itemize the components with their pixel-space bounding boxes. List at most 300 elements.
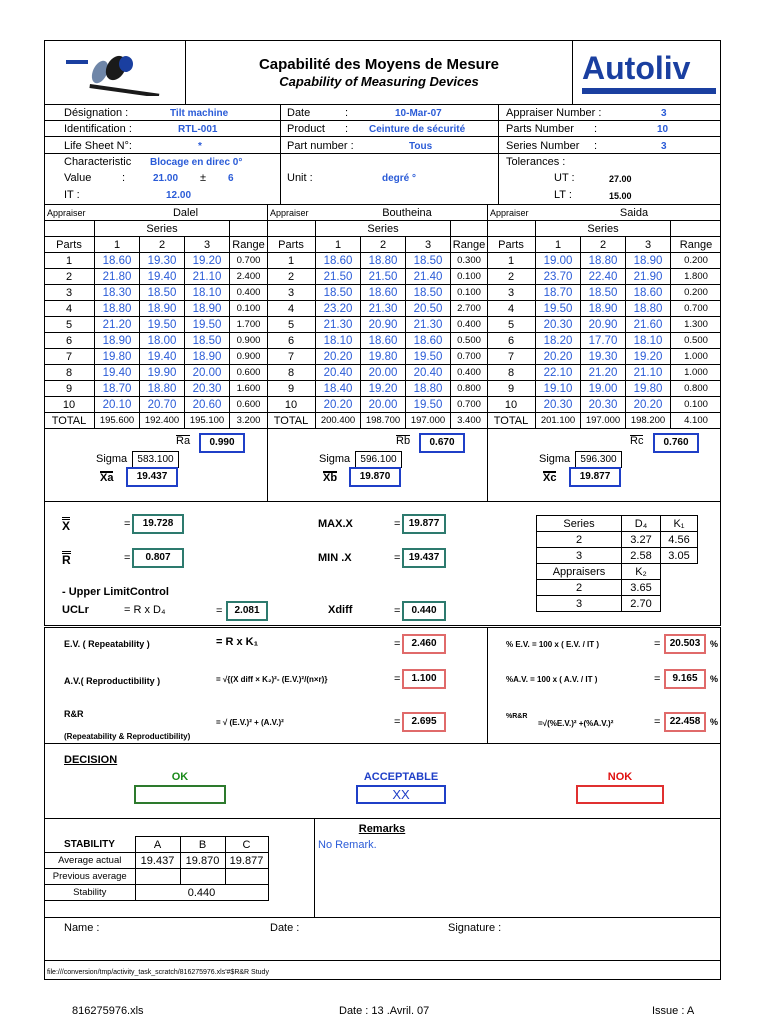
stability-col-b: B	[180, 837, 225, 853]
measurement-cell[interactable]: 18.10	[185, 285, 230, 301]
measurement-cell[interactable]: 18.70	[95, 381, 140, 397]
table-row	[487, 269, 721, 285]
measurement-cell[interactable]: 18.60	[626, 285, 671, 301]
range-cell: 0.400	[451, 317, 488, 333]
measurement-cell[interactable]: 20.90	[581, 317, 626, 333]
measurement-cell[interactable]: 18.80	[626, 301, 671, 317]
plus-minus: ±	[200, 172, 207, 184]
total-label: TOTAL	[267, 413, 316, 429]
xdiff-label: Xdiff	[328, 604, 353, 616]
appraiser-label: Appraiser	[270, 208, 309, 218]
rr-value: 2.695	[402, 712, 446, 732]
part-number: 10	[487, 397, 536, 413]
table-row	[487, 253, 721, 269]
remarks-title: Remarks	[358, 823, 406, 835]
date-colon: :	[345, 107, 349, 119]
brand-underline	[582, 88, 716, 94]
measurement-cell[interactable]: 19.40	[95, 365, 140, 381]
nok-checkbox[interactable]	[576, 785, 664, 804]
measurement-cell[interactable]: 20.40	[316, 365, 361, 381]
total-cell: 198.200	[626, 413, 671, 429]
pev-pct: %	[710, 639, 719, 649]
range-cell: 1.600	[230, 381, 268, 397]
series-header: Series	[95, 221, 230, 237]
uclr-value: 2.081	[226, 601, 268, 621]
measurement-cell[interactable]: 18.80	[406, 381, 451, 397]
company-logo-icon	[60, 50, 170, 96]
tolerances-label: Tolerances :	[506, 156, 566, 168]
part-number: 5	[267, 317, 316, 333]
range-cell: 0.600	[230, 365, 268, 381]
brand-logo: Autoliv	[582, 50, 691, 86]
measurement-cell[interactable]: 19.30	[581, 349, 626, 365]
name-label: Name :	[64, 922, 100, 934]
part-number: 3	[267, 285, 316, 301]
measurement-cell[interactable]: 21.20	[581, 365, 626, 381]
range-cell: 0.700	[451, 397, 488, 413]
table-row	[267, 301, 487, 317]
rr-eq: =	[394, 716, 401, 728]
title-en: Capability of Measuring Devices	[279, 74, 479, 89]
pav-label: %A.V. = 100 x ( A.V. / IT )	[506, 675, 598, 684]
footer-date: Date : 13 .Avril. 07	[339, 1005, 430, 1017]
av-eq: =	[394, 673, 401, 685]
measurement-cell[interactable]: 22.10	[536, 365, 581, 381]
total-row	[267, 413, 487, 429]
measurement-cell[interactable]: 18.90	[185, 349, 230, 365]
prr-label: %R&R	[506, 713, 528, 720]
range-header: Range	[671, 237, 722, 253]
table-row	[44, 381, 267, 397]
part-number: 9	[44, 381, 95, 397]
range-cell: 0.400	[451, 365, 488, 381]
measurement-cell[interactable]: 20.60	[185, 397, 230, 413]
measurement-cell[interactable]: 18.30	[95, 285, 140, 301]
table-row	[487, 349, 721, 365]
sigma-label: Sigma	[319, 453, 351, 465]
sign-date-label: Date :	[270, 922, 300, 934]
const-cell: 2	[537, 580, 622, 596]
range-cell: 1.300	[671, 317, 722, 333]
table-row	[267, 397, 487, 413]
lt-label: LT :	[554, 189, 572, 201]
lifesheet-label: Life Sheet N°:	[64, 140, 132, 152]
characteristic-value: Blocage en direc 0°	[150, 157, 243, 168]
xbar-value-box: 19.437	[126, 467, 178, 487]
measurement-cell[interactable]: 20.20	[316, 349, 361, 365]
part-number: 1	[44, 253, 95, 269]
table-row	[487, 397, 721, 413]
measurement-cell[interactable]: 20.10	[95, 397, 140, 413]
part-number: 3	[487, 285, 536, 301]
prr-eq: =	[654, 716, 661, 728]
prev-average-label: Previous average	[45, 869, 136, 885]
total-label: TOTAL	[487, 413, 536, 429]
range-header: Range	[230, 237, 268, 253]
measurement-cell[interactable]: 18.10	[626, 333, 671, 349]
series-col-2: 2	[361, 237, 406, 253]
date-label: Date	[287, 107, 311, 119]
part-number: 5	[487, 317, 536, 333]
rbar-value-box: 0.990	[199, 433, 245, 453]
measurement-cell[interactable]: 19.50	[185, 317, 230, 333]
parts-number-label: Parts Number	[506, 123, 574, 135]
measurement-cell[interactable]: 20.20	[316, 397, 361, 413]
total-cell: 4.100	[671, 413, 722, 429]
measurement-cell[interactable]: 21.50	[361, 269, 406, 285]
table-row	[44, 349, 267, 365]
part-number: 8	[267, 365, 316, 381]
measurement-cell[interactable]: 19.50	[406, 397, 451, 413]
value-label: Value	[64, 172, 92, 184]
product-colon: :	[345, 123, 349, 135]
footer-file: 816275976.xls	[72, 1005, 144, 1017]
const-cell: 3.05	[661, 548, 698, 564]
range-cell: 0.100	[451, 285, 488, 301]
total-cell: 195.100	[185, 413, 230, 429]
part-number: 7	[44, 349, 95, 365]
prev-b[interactable]	[180, 869, 225, 885]
appraiser-name: Dalel	[172, 207, 199, 219]
series-col-1: 1	[316, 237, 361, 253]
pav-eq: =	[654, 673, 661, 685]
signature-block	[44, 917, 721, 961]
xbar-value-box: 19.877	[569, 467, 621, 487]
table-row	[487, 317, 721, 333]
table-row	[267, 285, 487, 301]
measurement-cell[interactable]: 21.30	[316, 317, 361, 333]
measurement-cell[interactable]: 18.70	[536, 285, 581, 301]
tolerance-value: 6	[228, 173, 234, 184]
prev-c[interactable]	[225, 869, 268, 885]
range-cell: 0.600	[230, 397, 268, 413]
range-cell: 0.300	[451, 253, 488, 269]
ut-value: 27.00	[609, 174, 632, 184]
appraiser-name: Saida	[619, 207, 649, 219]
measurement-cell[interactable]: 17.70	[581, 333, 626, 349]
range-cell: 0.100	[230, 301, 268, 317]
measurement-cell[interactable]: 18.60	[406, 333, 451, 349]
av-formula: = √{(X diff × K₂)²- (E.V.)²/(n×r)}	[216, 675, 328, 684]
product-value: Ceinture de sécurité	[369, 124, 466, 135]
measurement-cell[interactable]: 19.80	[626, 381, 671, 397]
measurement-cell[interactable]: 19.50	[406, 349, 451, 365]
table-row	[267, 381, 487, 397]
measurement-cell[interactable]: 22.40	[581, 269, 626, 285]
measurement-cell[interactable]: 19.50	[140, 317, 185, 333]
measurement-cell[interactable]: 21.40	[406, 269, 451, 285]
pev-value: 20.503	[664, 634, 706, 654]
measurement-cell[interactable]: 18.40	[316, 381, 361, 397]
measurement-cell[interactable]: 18.90	[95, 333, 140, 349]
max-value: 19.877	[402, 514, 446, 534]
prr-formula: =√(%E.V.)² +(%A.V.)²	[538, 719, 614, 728]
part-number: 2	[44, 269, 95, 285]
sigma-value: 596.300	[575, 451, 622, 468]
measurement-cell[interactable]: 19.20	[626, 349, 671, 365]
unit-value: degré °	[382, 173, 417, 184]
stability-table	[44, 836, 269, 901]
stability-label: Stability	[45, 885, 136, 901]
table-row	[44, 285, 267, 301]
measurement-cell[interactable]: 18.20	[536, 333, 581, 349]
measurement-cell[interactable]: 20.50	[406, 301, 451, 317]
measurement-cell[interactable]: 19.50	[536, 301, 581, 317]
measurement-cell[interactable]: 20.70	[140, 397, 185, 413]
product-label: Product	[287, 123, 325, 135]
series-col-3: 3	[406, 237, 451, 253]
prev-a[interactable]	[135, 869, 180, 885]
measurement-cell[interactable]: 19.00	[536, 253, 581, 269]
stability-value: 0.440	[135, 885, 268, 901]
measurement-cell[interactable]: 18.90	[581, 301, 626, 317]
measurement-cell[interactable]: 20.30	[536, 397, 581, 413]
ok-label: OK	[171, 771, 189, 783]
xbar-row-label: Xc	[543, 472, 557, 484]
measurement-cell[interactable]: 20.40	[406, 365, 451, 381]
measurement-cell[interactable]: 19.90	[140, 365, 185, 381]
const-cell: 2.58	[622, 548, 661, 564]
measurement-cell[interactable]: 18.90	[185, 301, 230, 317]
measurement-cell[interactable]: 19.30	[140, 253, 185, 269]
measurement-cell[interactable]: 18.60	[95, 253, 140, 269]
series-col-3: 3	[185, 237, 230, 253]
measurement-cell[interactable]: 21.90	[626, 269, 671, 285]
rbar-row-label: Rb	[396, 435, 411, 447]
measurement-cell[interactable]: 23.70	[536, 269, 581, 285]
measurement-cell[interactable]: 21.50	[316, 269, 361, 285]
nok-label: NOK	[607, 771, 633, 783]
lifesheet-value: *	[198, 141, 202, 152]
pav-value: 9.165	[664, 669, 706, 689]
xbar-label: X	[62, 519, 71, 533]
unit-label: Unit :	[287, 172, 313, 184]
range-cell: 2.400	[230, 269, 268, 285]
rbar-row-label: Rc	[630, 435, 644, 447]
part-number: 2	[487, 269, 536, 285]
range-cell: 0.900	[230, 333, 268, 349]
measurement-cell[interactable]: 18.60	[361, 285, 406, 301]
measurement-cell[interactable]: 20.00	[361, 365, 406, 381]
date-value: 10-Mar-07	[395, 108, 442, 119]
range-cell: 0.200	[671, 253, 722, 269]
range-cell: 0.700	[451, 349, 488, 365]
stability-col-a: A	[135, 837, 180, 853]
measurement-cell[interactable]: 21.10	[626, 365, 671, 381]
sigma-label: Sigma	[539, 453, 571, 465]
parts-header: Parts	[267, 237, 316, 253]
avg-actual-c: 19.877	[225, 853, 268, 869]
range-cell: 1.800	[671, 269, 722, 285]
ev-value: 2.460	[402, 634, 446, 654]
table-row	[44, 365, 267, 381]
measurement-cell[interactable]: 18.50	[406, 285, 451, 301]
series-number-colon: :	[594, 140, 598, 152]
range-header: Range	[451, 237, 488, 253]
xbar-value-box: 19.870	[349, 467, 401, 487]
measurement-cell[interactable]: 18.50	[316, 285, 361, 301]
measurement-cell[interactable]: 18.80	[361, 253, 406, 269]
min-eq: =	[394, 552, 401, 564]
measurement-cell[interactable]: 19.80	[95, 349, 140, 365]
appraiser-name: Boutheina	[382, 207, 432, 219]
prr-value: 22.458	[664, 712, 706, 732]
const-cell: 3.65	[622, 580, 661, 596]
part-number: 5	[44, 317, 95, 333]
rbar-value: 0.807	[132, 548, 184, 568]
appraiser-label: Appraiser	[490, 208, 529, 218]
appraiser-table	[487, 220, 721, 429]
table-row	[44, 397, 267, 413]
range-cell: 0.800	[671, 381, 722, 397]
measurement-cell[interactable]: 19.00	[581, 381, 626, 397]
lt-value: 15.00	[609, 191, 632, 201]
part-number: 9	[487, 381, 536, 397]
measurement-cell[interactable]: 18.50	[185, 333, 230, 349]
total-cell: 200.400	[316, 413, 361, 429]
measurement-cell[interactable]: 21.10	[185, 269, 230, 285]
part-number: 3	[44, 285, 95, 301]
measurement-cell[interactable]: 18.10	[316, 333, 361, 349]
const-k2-header: K₂	[622, 564, 661, 580]
measurement-cell[interactable]: 20.00	[361, 397, 406, 413]
measurement-cell[interactable]: 18.00	[140, 333, 185, 349]
measurement-cell[interactable]: 20.30	[185, 381, 230, 397]
measurement-cell[interactable]: 19.40	[140, 349, 185, 365]
measurement-cell[interactable]: 23.20	[316, 301, 361, 317]
designation-value: Tilt machine	[170, 108, 229, 119]
prr-pct: %	[710, 717, 719, 727]
part-number: 4	[267, 301, 316, 317]
signature-label: Signature :	[448, 922, 502, 934]
part-number: 7	[487, 349, 536, 365]
measurement-cell[interactable]: 21.80	[95, 269, 140, 285]
table-row	[487, 381, 721, 397]
identification-label: Identification :	[64, 123, 132, 135]
total-cell: 3.200	[230, 413, 268, 429]
parts-number-colon: :	[594, 123, 598, 135]
measurement-cell[interactable]: 20.30	[536, 317, 581, 333]
range-cell: 0.500	[451, 333, 488, 349]
acceptable-mark: XX	[392, 787, 410, 802]
part-number: 10	[44, 397, 95, 413]
series-col-1: 1	[95, 237, 140, 253]
measurement-cell[interactable]: 18.60	[361, 333, 406, 349]
measurement-cell[interactable]: 20.30	[581, 397, 626, 413]
const-k1-header: K₁	[661, 516, 698, 532]
const-appraisers-header: Appraisers	[537, 564, 622, 580]
measurement-cell[interactable]: 20.90	[361, 317, 406, 333]
measurement-cell[interactable]: 18.80	[140, 381, 185, 397]
table-row	[267, 253, 487, 269]
xdiff-eq: =	[394, 605, 401, 617]
pev-label: % E.V. = 100 x ( E.V. / IT )	[506, 640, 600, 649]
const-cell: 4.56	[661, 532, 698, 548]
part-number: 4	[44, 301, 95, 317]
total-cell: 195.600	[95, 413, 140, 429]
table-row	[267, 349, 487, 365]
measurement-cell[interactable]: 18.50	[406, 253, 451, 269]
measurement-cell[interactable]: 19.10	[536, 381, 581, 397]
table-row	[487, 365, 721, 381]
measurement-cell[interactable]: 19.20	[185, 253, 230, 269]
table-row	[44, 317, 267, 333]
appraiser-label: Appraiser	[47, 208, 86, 218]
rbar-eq: =	[124, 552, 131, 564]
parts-header: Parts	[44, 237, 95, 253]
stability-col-c: C	[225, 837, 268, 853]
series-header: Series	[316, 221, 451, 237]
measurement-cell[interactable]: 21.30	[361, 301, 406, 317]
series-col-1: 1	[536, 237, 581, 253]
part-number: 10	[267, 397, 316, 413]
max-label: MAX.X	[318, 518, 353, 530]
range-cell: 0.500	[671, 333, 722, 349]
it-label: IT :	[64, 189, 80, 201]
stability-title: STABILITY	[45, 837, 136, 853]
rbar-value-box: 0.670	[419, 433, 465, 453]
total-cell: 201.100	[536, 413, 581, 429]
measurement-cell[interactable]: 19.20	[361, 381, 406, 397]
title-fr: Capabilité des Moyens de Mesure	[258, 56, 500, 73]
appraiser-table	[44, 220, 267, 429]
rr-label: R&R	[64, 709, 84, 719]
measurement-cell[interactable]: 18.80	[581, 253, 626, 269]
measurement-cell[interactable]: 18.80	[95, 301, 140, 317]
measurement-cell[interactable]: 21.30	[406, 317, 451, 333]
measurement-cell[interactable]: 21.60	[626, 317, 671, 333]
measurement-cell[interactable]: 20.20	[626, 397, 671, 413]
rr-formula: = √ (E.V.)² + (A.V.)²	[216, 718, 284, 727]
measurement-cell[interactable]: 20.00	[185, 365, 230, 381]
const-cell: 3	[537, 548, 622, 564]
range-cell: 0.700	[230, 253, 268, 269]
part-number: 1	[267, 253, 316, 269]
series-number-label: Series Number	[506, 140, 580, 152]
measurement-cell[interactable]: 18.50	[581, 285, 626, 301]
total-cell: 192.400	[140, 413, 185, 429]
part-number: 8	[44, 365, 95, 381]
measurement-cell[interactable]: 19.40	[140, 269, 185, 285]
characteristic-label: Characteristic	[64, 156, 132, 168]
xbar-value: 19.728	[132, 514, 184, 534]
measurement-cell[interactable]: 20.20	[536, 349, 581, 365]
measurement-cell[interactable]: 19.80	[361, 349, 406, 365]
total-cell: 197.000	[581, 413, 626, 429]
table-row	[267, 365, 487, 381]
measurement-cell[interactable]: 18.90	[626, 253, 671, 269]
ut-label: UT :	[554, 172, 575, 184]
remarks-text: No Remark.	[318, 839, 377, 851]
rr-sub: (Repeatability & Reproductibility)	[64, 732, 191, 741]
series-col-2: 2	[140, 237, 185, 253]
table-row	[44, 333, 267, 349]
series-col-3: 3	[626, 237, 671, 253]
measurement-cell[interactable]: 18.50	[140, 285, 185, 301]
range-cell: 1.000	[671, 365, 722, 381]
ok-checkbox[interactable]	[134, 785, 226, 804]
value-colon: :	[122, 172, 126, 184]
footer-issue: Issue : A	[652, 1005, 695, 1017]
measurement-cell[interactable]: 21.20	[95, 317, 140, 333]
measurement-cell[interactable]: 18.60	[316, 253, 361, 269]
measurement-cell[interactable]: 18.90	[140, 301, 185, 317]
part-number: 6	[267, 333, 316, 349]
table-row	[267, 333, 487, 349]
total-cell: 197.000	[406, 413, 451, 429]
avg-actual-label: Average actual	[45, 853, 136, 869]
xdiff-value: 0.440	[402, 601, 446, 621]
